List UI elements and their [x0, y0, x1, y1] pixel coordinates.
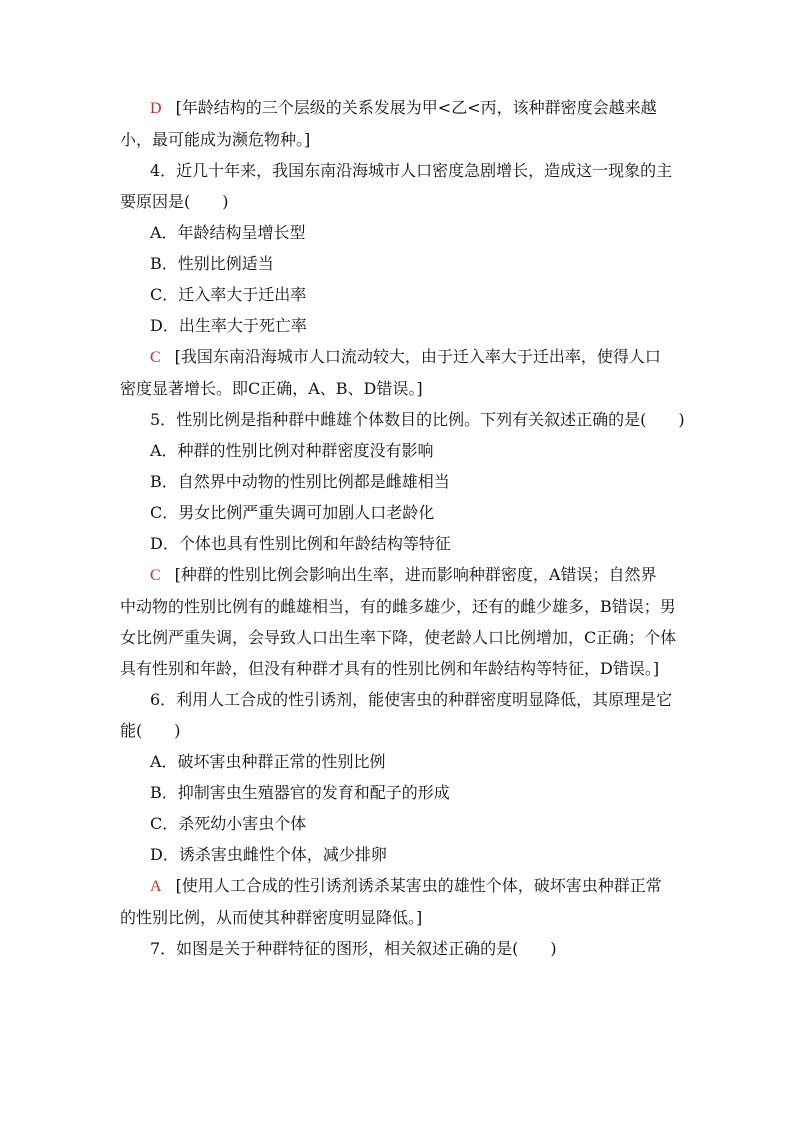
answer-line: 的性别比例，从而使其种群密度明显降低。] [120, 908, 423, 927]
answer-text: [我国东南沿海城市人口流动较大，由于迁入率大于迁出率，使得人口 [174, 347, 661, 366]
option-d: D．诱杀害虫雌性个体，减少排卵 [150, 845, 387, 864]
answer-line: 中动物的性别比例有的雌雄相当，有的雌多雄少，还有的雌少雄多，B错误；男 [120, 597, 676, 616]
answer-block-3 [120, 92, 684, 155]
question-stem: 能( ) [120, 721, 181, 740]
option-c: C．男女比例严重失调可加剧人口老龄化 [150, 503, 435, 522]
option-a: A．破坏害虫种群正常的性别比例 [150, 752, 386, 771]
question-stem: 6．利用人工合成的性引诱剂，能使害虫的种群密度明显降低，其原理是它 [150, 690, 673, 709]
option-c: C．杀死幼小害虫个体 [150, 814, 307, 833]
answer-line: 具有性别和年龄，但没有种群才具有的性别比例和年龄结构等特征，D错误。] [120, 659, 660, 678]
answer-letter: C [150, 567, 161, 584]
question-5 [120, 404, 684, 559]
option-b: B．性别比例适当 [150, 254, 274, 273]
answer-block-6 [120, 870, 684, 933]
answer-letter: C [150, 349, 161, 366]
answer-line [120, 341, 684, 373]
question-7 [120, 933, 684, 964]
question-stem: 4．近几十年来，我国东南沿海城市人口密度急剧增长，造成这一现象的主 [150, 161, 673, 180]
option-d: D．个体也具有性别比例和年龄结构等特征 [150, 534, 451, 553]
option-c: C．迁入率大于迁出率 [150, 285, 307, 304]
question-stem: 5．性别比例是指种群中雌雄个体数目的比例。下列有关叙述正确的是( ) [150, 410, 685, 429]
answer-text: [年龄结构的三个层级的关系发展为甲<乙<丙，该种群密度会越来越 [175, 98, 657, 117]
option-b: B．抑制害虫生殖器官的发育和配子的形成 [150, 783, 450, 802]
answer-text: [种群的性别比例会影响出生率，进而影响种群密度，A错误；自然界 [174, 565, 657, 584]
answer-block-5 [120, 559, 684, 684]
question-4 [120, 155, 684, 341]
question-stem: 7．如图是关于种群特征的图形，相关叙述正确的是( ) [150, 939, 557, 958]
answer-block-4 [120, 341, 684, 404]
answer-line: 小，最可能成为濒危物种。] [120, 130, 311, 149]
answer-line: 女比例严重失调，会导致人口出生率下降，使老龄人口比例增加，C正确；个体 [120, 628, 677, 647]
answer-line: 密度显著增长。即C正确，A、B、D错误。] [120, 379, 423, 398]
question-stem: 要原因是( ) [120, 192, 229, 211]
answer-line [120, 92, 684, 124]
question-6 [120, 684, 684, 870]
answer-letter: D [150, 100, 162, 117]
answer-line [120, 559, 684, 591]
option-a: A．种群的性别比例对种群密度没有影响 [150, 441, 434, 460]
option-d: D．出生率大于死亡率 [150, 316, 307, 335]
answer-letter: A [150, 878, 162, 895]
answer-line [120, 870, 684, 902]
answer-text: [使用人工合成的性引诱剂诱杀某害虫的雄性个体，破坏害虫种群正常 [175, 876, 662, 895]
option-a: A．年龄结构呈增长型 [150, 223, 306, 242]
option-b: B．自然界中动物的性别比例都是雌雄相当 [150, 472, 450, 491]
